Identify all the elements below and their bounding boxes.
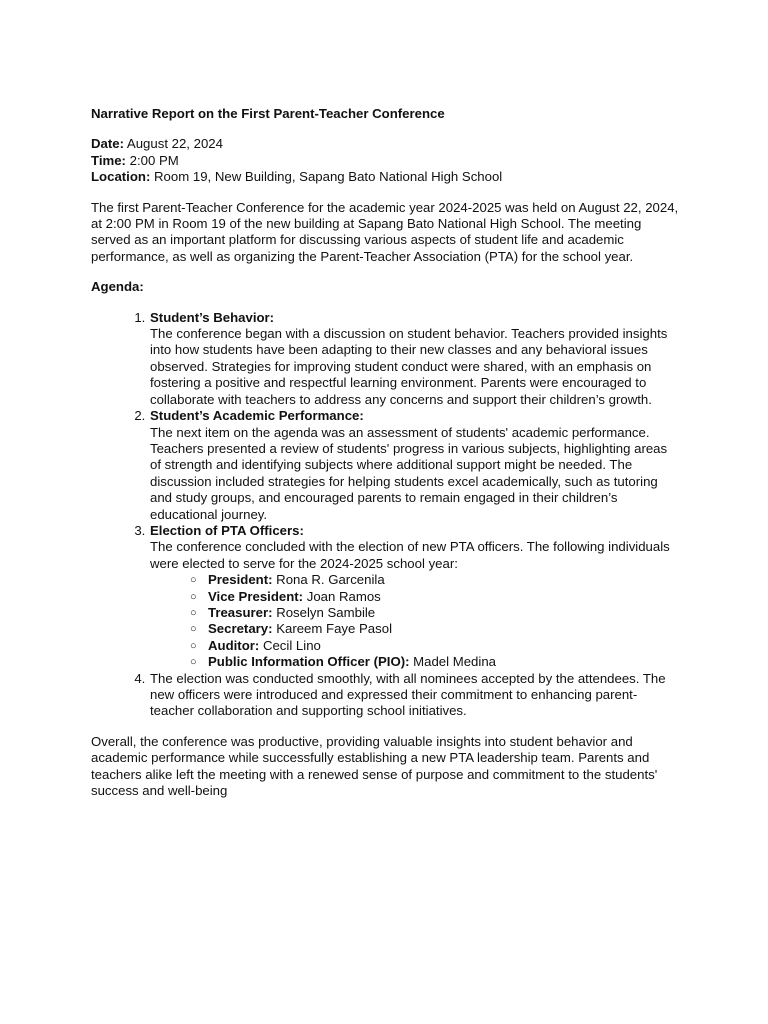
meeting-details [91,136,681,185]
agenda-heading: Agenda: [91,279,144,295]
time-value: 2:00 PM [129,152,179,168]
agenda-item-title: 2. Student’s Academic Performance: [150,408,364,424]
location-line [91,169,681,185]
location-value: Room 19, New Building, Sapang Bato National High School [154,169,503,185]
officer-role: Secretary: [208,621,273,637]
officer-role: Auditor: [208,637,260,653]
agenda-item-academic [149,408,681,523]
officer-president [190,572,681,588]
circle-bullet-icon: ○ [190,639,197,652]
agenda-item-title: 3. Election of PTA Officers: [150,522,304,538]
officer-role: Vice President: [208,588,304,604]
time-line [91,153,681,169]
time-label: Time: [91,152,126,168]
officer-role: Treasurer: [208,604,273,620]
officer-list [150,572,681,670]
agenda-item-body: The next item on the agenda was an assessment of students' academic performance. Teachers presented a review of students' progress in various subjects, highlighting areas of strength and identifying subjects where additional support might be needed. The discussion included strategies for helping students excel academically, such as tutoring and study groups, and encouraged parents to remain engaged in their children’s educational journey. [150,424,668,522]
officer-treasurer [190,605,681,621]
officer-name: Rona R. Garcenila [276,572,385,588]
agenda-item-election [149,523,681,671]
circle-bullet-icon: ○ [190,574,197,587]
circle-bullet-icon: ○ [190,656,197,669]
officer-pio [190,654,681,670]
agenda-item-title: 1. Student’s Behavior: [150,309,275,325]
circle-bullet-icon: ○ [190,590,197,603]
document-page [91,106,681,813]
agenda-item-body: The conference concluded with the election of new PTA officers. The following individuals were elected to serve for the 2024-2025 school year: [150,539,670,571]
officer-name: Kareem Faye Pasol [276,621,392,637]
location-label: Location: [91,169,151,185]
agenda-item-election-outcome [149,671,681,720]
date-label: Date: [91,136,124,152]
officer-role: Public Information Officer (PIO): [208,654,410,670]
circle-bullet-icon: ○ [190,606,197,619]
officer-name: Roselyn Sambile [276,604,376,620]
officer-secretary [190,621,681,637]
circle-bullet-icon: ○ [190,623,197,636]
intro-paragraph: The first Parent-Teacher Conference for the academic year 2024-2025 was held on August 22, 2024, at 2:00 PM in Room 19 of the new building at Sapang Bato National High School. The meeting served as an important platform for discussing various aspects of student life and academic performance, as well as organizing the Parent-Teacher Association (PTA) for the school year. [91,199,679,264]
officer-name: Madel Medina [413,654,496,670]
date-line [91,136,681,152]
officer-auditor [190,638,681,654]
agenda-list [91,310,681,720]
agenda-item-body: The conference began with a discussion on student behavior. Teachers provided insights into how students have been adapting to their new classes and any behavioral issues observed. Strategies for improving student conduct were shared, with an emphasis on fostering a positive and respectful learning environment. Parents were encouraged to collaborate with teachers to address any concerns and support their children’s growth. [150,326,668,407]
date-value: August 22, 2024 [126,136,223,152]
officer-name: Cecil Lino [262,637,321,653]
officer-role: President: [208,572,273,588]
officer-vice-president [190,589,681,605]
agenda-item-body: 4. The election was conducted smoothly, with all nominees accepted by the attendees. The new officers were introduced and expressed their commitment to enhancing parent-teacher collaboration and supporting school initiatives. [150,670,666,719]
officer-name: Joan Ramos [306,588,381,604]
agenda-item-behavior [149,310,681,408]
closing-paragraph: Overall, the conference was productive, providing valuable insights into student behavior and academic performance while successfully establishing a new PTA leadership team. Parents and teachers alike left the meeting with a renewed sense of purpose and commitment to the students' success and well-being [91,733,658,799]
document-title: Narrative Report on the First Parent-Teacher Conference [91,106,445,121]
